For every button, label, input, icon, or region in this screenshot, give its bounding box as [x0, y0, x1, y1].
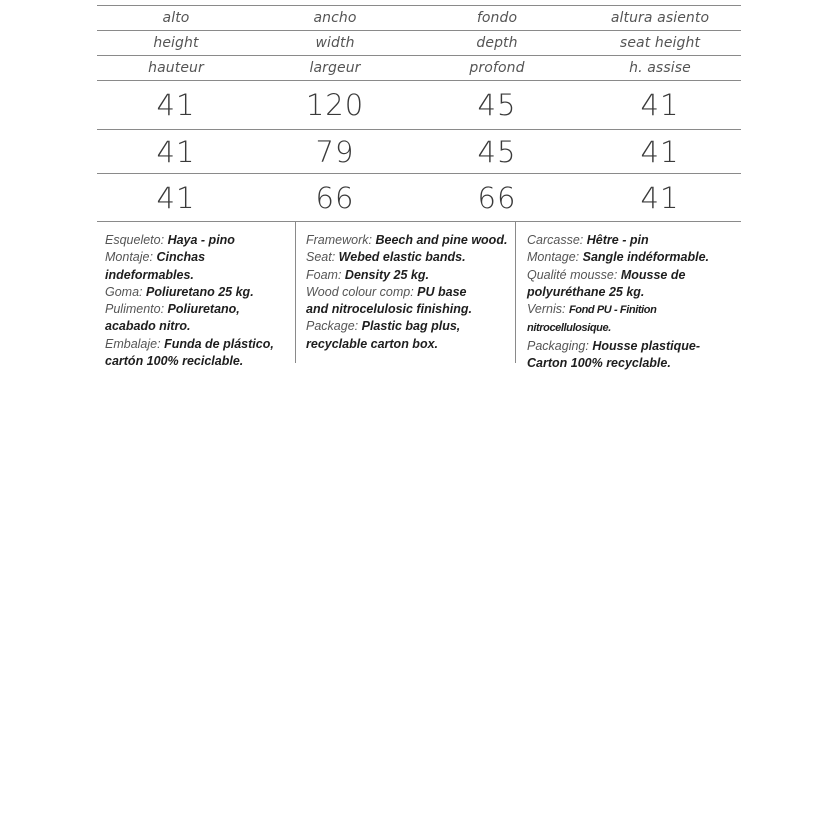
- spec-value: recyclable carton box.: [306, 336, 439, 351]
- header-width-en: width: [315, 35, 355, 51]
- spec-label: Carcasse:: [527, 233, 584, 247]
- spec-value: Density 25 kg.: [344, 267, 429, 282]
- spec-label: Packaging:: [527, 338, 589, 353]
- header-seat-height-es: altura asiento: [610, 10, 710, 26]
- header-depth-es: fondo: [476, 10, 518, 26]
- spec-value: Hêtre - pin: [586, 233, 649, 247]
- spec-value: Sangle indéformable.: [582, 250, 710, 265]
- spec-label: Montaje:: [105, 250, 153, 265]
- header-height-fr: hauteur: [148, 60, 204, 76]
- header-depth-fr: profond: [469, 60, 525, 76]
- dimension-seat-height: 41: [640, 180, 680, 215]
- materials-es: [97, 222, 296, 369]
- spec-label: Embalaje:: [105, 336, 161, 351]
- spec-value: Mousse de: [620, 267, 686, 282]
- spec-label: Esqueleto:: [105, 233, 165, 247]
- header-width-es: ancho: [313, 10, 357, 26]
- spec-label: Montage:: [527, 250, 580, 265]
- dimension-depth: 45: [477, 134, 517, 169]
- header-depth-en: depth: [476, 35, 518, 51]
- dimension-row: [97, 130, 741, 173]
- spec-value: Cinchas indeformables.: [105, 250, 206, 282]
- materials-en: [296, 222, 516, 363]
- spec-label: Vernis:: [527, 302, 566, 317]
- spec-label: Package:: [306, 319, 359, 334]
- spec-value: Haya - pino: [167, 233, 235, 247]
- dimension-depth: 66: [477, 180, 517, 215]
- header-row-fr: [97, 56, 741, 80]
- spec-value: polyuréthane 25 kg.: [527, 284, 645, 299]
- spec-label: Framework:: [306, 233, 372, 247]
- spec-label: Wood colour comp:: [306, 284, 414, 299]
- header-row-es: [97, 6, 741, 30]
- header-height-es: alto: [162, 10, 190, 26]
- dimension-height: 41: [156, 88, 196, 122]
- spec-value: PU base: [417, 284, 467, 299]
- dimension-depth: 45: [477, 88, 517, 122]
- spec-value: acabado nitro.: [105, 319, 191, 334]
- spec-sheet: [97, 5, 741, 371]
- dimension-row: [97, 174, 741, 221]
- spec-value: Carton 100% recyclable.: [527, 356, 671, 371]
- dimension-row: [97, 81, 741, 129]
- spec-value: Poliuretano 25 kg.: [146, 284, 254, 299]
- header-height-en: height: [153, 35, 199, 51]
- dimension-seat-height: 41: [640, 88, 680, 122]
- dimension-width: 120: [305, 88, 365, 122]
- dimension-height: 41: [156, 134, 196, 169]
- spec-label: Foam:: [306, 267, 342, 282]
- header-seat-height-en: seat height: [619, 35, 701, 51]
- dimension-width: 66: [315, 180, 355, 215]
- spec-label: Qualité mousse:: [527, 267, 618, 282]
- header-seat-height-fr: h. assise: [629, 60, 691, 76]
- spec-value: cartón 100% reciclable.: [105, 354, 244, 369]
- spec-value: and nitrocelulosic finishing.: [306, 302, 472, 317]
- spec-label: Seat:: [306, 250, 336, 265]
- spec-value: Plastic bag plus,: [361, 319, 461, 334]
- spec-label: Pulimento:: [105, 302, 165, 317]
- spec-value: Poliuretano,: [167, 302, 240, 317]
- dimension-height: 41: [156, 180, 196, 215]
- dimension-seat-height: 41: [640, 134, 680, 169]
- spec-label: Goma:: [105, 284, 143, 299]
- materials-fr: [516, 222, 741, 371]
- materials-section: [97, 222, 741, 371]
- spec-value: Beech and pine wood.: [375, 233, 508, 247]
- header-row-en: [97, 31, 741, 55]
- spec-value: Webed elastic bands.: [338, 250, 466, 265]
- spec-value: Fond PU - Finition nitrocellulosique.: [527, 304, 657, 335]
- spec-value: Funda de plástico,: [164, 336, 274, 351]
- header-width-fr: largeur: [309, 60, 361, 76]
- spec-value: Housse plastique-: [592, 338, 701, 353]
- dimension-width: 79: [315, 134, 355, 169]
